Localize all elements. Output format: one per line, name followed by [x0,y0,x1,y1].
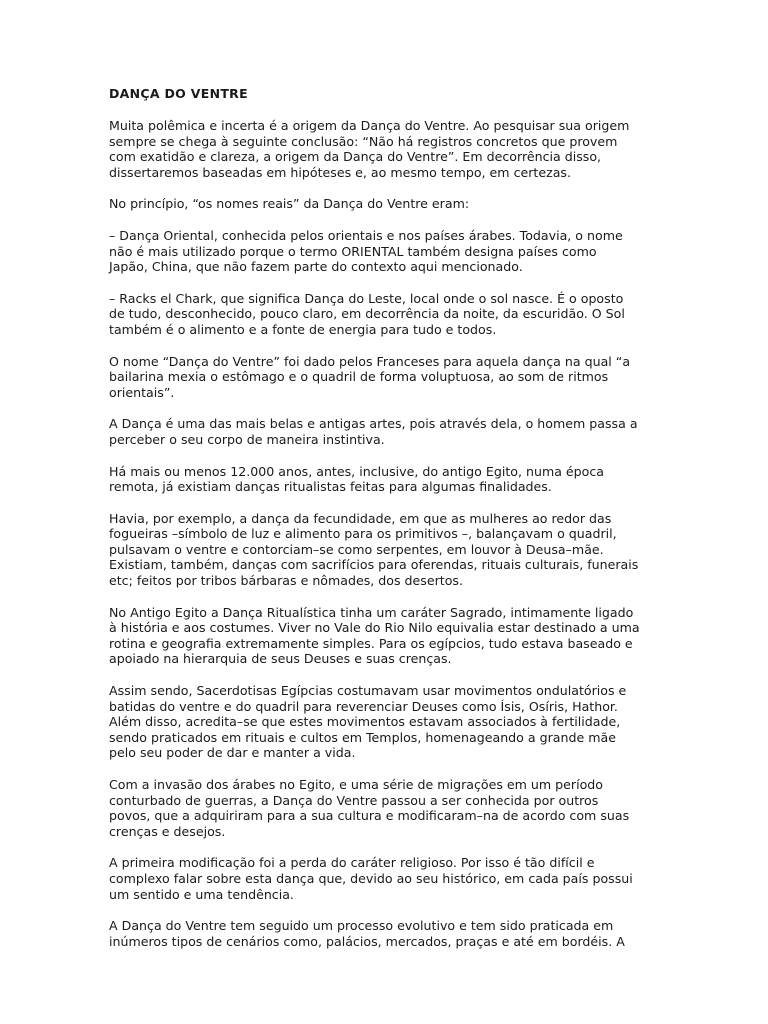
paragraph-line: apoiado na hierarquia de seus Deuses e suas crenças. [109,651,452,667]
document-body [109,118,669,949]
paragraph-line: rotina e geografia extremamente simples. Para os egípcios, tudo estava baseado e [109,635,633,651]
paragraph-line: sempre se chega à seguinte conclusão: “Não há registros concretos que provem [109,133,618,149]
paragraph-line: A primeira modificação foi a perda do caráter religioso. Por isso é tão difícil e [109,855,595,871]
paragraph-line: complexo falar sobre esta dança que, devido ao seu histórico, em cada país possui [109,870,633,886]
paragraph-line: perceber o seu corpo de maneira instintiva. [109,431,385,447]
paragraph [109,918,669,949]
paragraph [109,605,669,667]
paragraph-line: Havia, por exemplo, a dança da fecundidade, em que as mulheres ao redor das [109,510,612,526]
paragraph-line: etc; feitos por tribos bárbaras e nômades, dos desertos. [109,573,463,589]
paragraph-line: Muita polêmica e incerta é a origem da Dança do Ventre. Ao pesquisar sua origem [109,118,630,133]
paragraph-line: pelo seu poder de dar e manter a vida. [109,745,356,761]
paragraph-line: inúmeros tipos de cenários como, palácios, mercados, praças e até em bordéis. A [109,933,625,949]
paragraph-line: – Racks el Chark, que significa Dança do Leste, local onde o sol nasce. É o oposto [109,290,624,306]
paragraph [109,511,669,589]
paragraph-line: batidas do ventre e do quadril para reverenciar Deuses como Ísis, Osíris, Hathor. [109,698,618,714]
paragraph [109,291,669,338]
paragraph-line: A Dança do Ventre tem seguido um processo evolutivo e tem sido praticada em [109,918,614,934]
paragraph [109,354,669,401]
paragraph-line: fogueiras –símbolo de luz e alimento para os primitivos –, balançavam o quadril, [109,526,617,542]
paragraph-line: remota, já existiam danças ritualistas feitas para algumas finalidades. [109,479,552,495]
paragraph [109,118,669,180]
paragraph-line: sendo praticados em rituais e cultos em Templos, homenageando a grande mãe [109,729,616,745]
paragraph-line: orientais”. [109,384,175,400]
paragraph [109,855,669,902]
paragraph-line: No princípio, “os nomes reais” da Dança do Ventre eram: [109,196,470,212]
paragraph-line: pulsavam o ventre e contorciam–se como serpentes, em louvor à Deusa–mãe. [109,541,604,557]
paragraph-line: conturbado de guerras, a Dança do Ventre passou a ser conhecida por outros [109,792,599,808]
paragraph-line: bailarina mexia o estômago e o quadril de forma voluptuosa, ao som de ritmos [109,369,609,385]
paragraph-line: de tudo, desconhecido, pouco claro, em decorrência da noite, da escuridão. O Sol [109,306,625,322]
paragraph-line: dissertaremos baseadas em hipóteses e, ao mesmo tempo, em certezas. [109,164,571,180]
paragraph-line: à história e aos costumes. Viver no Vale do Rio Nilo equivalia estar destinado a uma [109,620,640,636]
paragraph [109,228,669,275]
paragraph-line: Há mais ou menos 12.000 anos, antes, inclusive, do antigo Egito, numa época [109,463,605,479]
paragraph-line: Além disso, acredita–se que estes movimentos estavam associados à fertilidade, [109,714,621,730]
paragraph-line: também é o alimento e a fonte de energia para tudo e todos. [109,321,497,337]
paragraph [109,464,669,495]
paragraph-line: O nome “Dança do Ventre” foi dado pelos Franceses para aquela dança na qual “a [109,353,631,369]
paragraph-line: Assim sendo, Sacerdotisas Egípcias costumavam usar movimentos ondulatórios e [109,683,627,699]
paragraph-line: A Dança é uma das mais belas e antigas artes, pois através dela, o homem passa a [109,416,638,432]
paragraph-line: povos, que a adquiriram para a sua cultura e modificaram–na de acordo com suas [109,808,630,824]
paragraph-line: Com a invasão dos árabes no Egito, e uma série de migrações em um período [109,777,603,792]
paragraph-line: Existiam, também, danças com sacrifícios para oferendas, rituais culturais, funerais [109,557,639,573]
paragraph-line: – Dança Oriental, conhecida pelos orientais e nos países árabes. Todavia, o nome [109,227,623,243]
paragraph-line: um sentido e uma tendência. [109,886,294,902]
paragraph-line: com exatidão e clareza, a origem da Dança do Ventre”. Em decorrência disso, [109,149,602,165]
paragraph [109,196,669,212]
paragraph-line: crenças e desejos. [109,823,226,839]
document-title: DANÇA DO VENTRE [109,86,248,101]
paragraph [109,683,669,761]
paragraph-line: No Antigo Egito a Dança Ritualística tinha um caráter Sagrado, intimamente ligado [109,604,634,620]
paragraph-line: não é mais utilizado porque o termo ORIENTAL também designa países como [109,243,597,259]
paragraph-line: Japão, China, que não fazem parte do contexto aqui mencionado. [109,259,523,275]
paragraph [109,416,669,447]
document-page [109,86,669,965]
paragraph [109,777,669,839]
